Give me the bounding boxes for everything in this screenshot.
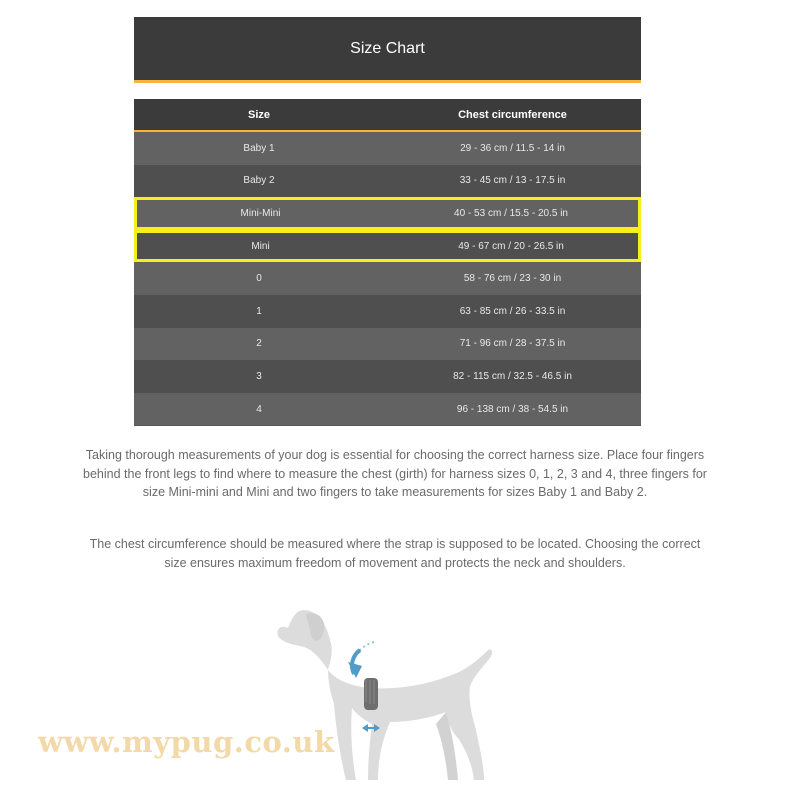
measurement-instructions: Taking thorough measurements of your dog is essential for choosing the correct harness size. Place four fingers behind the front legs to find where to measure the chest (girth) for harness sizes 0, 1, 2, 3 and 4, three fingers for size Mini-mini and Mini and two fingers to take measurements for sizes Baby 1 and Baby 2. [83,448,707,499]
watermark: www.mypug.co.uk [38,725,335,759]
chest-arrow-icon [348,642,374,678]
column-header-chest: Chest circumference [458,108,567,121]
chest-cell: 63 - 85 cm / 26 - 33.5 in [459,305,566,317]
column-header-size: Size [247,108,270,121]
chest-cell: 33 - 45 cm / 13 - 17.5 in [459,175,566,187]
size-cell: 1 [256,305,262,317]
chest-cell: 58 - 76 cm / 23 - 30 in [463,273,562,285]
table-row [134,295,641,328]
chest-cell: 40 - 53 cm / 15.5 - 20.5 in [454,207,568,219]
size-cell: 3 [256,370,262,382]
table-row [134,328,641,361]
size-cell: Mini-Mini [240,207,281,219]
size-table [134,99,641,426]
size-cell: Baby 2 [243,175,275,187]
page-title: Size Chart [350,39,425,57]
table-row [134,230,641,263]
chest-cell: 29 - 36 cm / 11.5 - 14 in [460,142,565,154]
chest-cell: 71 - 96 cm / 28 - 37.5 in [459,338,566,350]
chest-cell: 49 - 67 cm / 20 - 26.5 in [458,240,564,252]
size-cell: 2 [256,338,262,350]
table-row [134,360,641,393]
table-row [134,197,641,230]
size-chart-header [134,17,641,83]
chest-cell: 96 - 138 cm / 38 - 54.5 in [456,403,569,415]
table-row [134,165,641,198]
table-row [134,132,641,165]
table-row [134,393,641,426]
table-header-row [134,99,641,132]
size-cell: Mini [251,240,270,252]
chest-circumference-note: The chest circumference should be measured where the strap is supposed to be located. Choosing the correct size ensures maximum freedom of movement and protects the neck and shoulders. [89,537,701,570]
chest-cell: 82 - 115 cm / 32.5 - 46.5 in [453,370,572,382]
size-cell: 4 [256,403,262,415]
hand-icon [364,678,378,710]
size-cell: Baby 1 [243,142,275,154]
table-row [134,262,641,295]
size-cell: 0 [256,273,262,285]
